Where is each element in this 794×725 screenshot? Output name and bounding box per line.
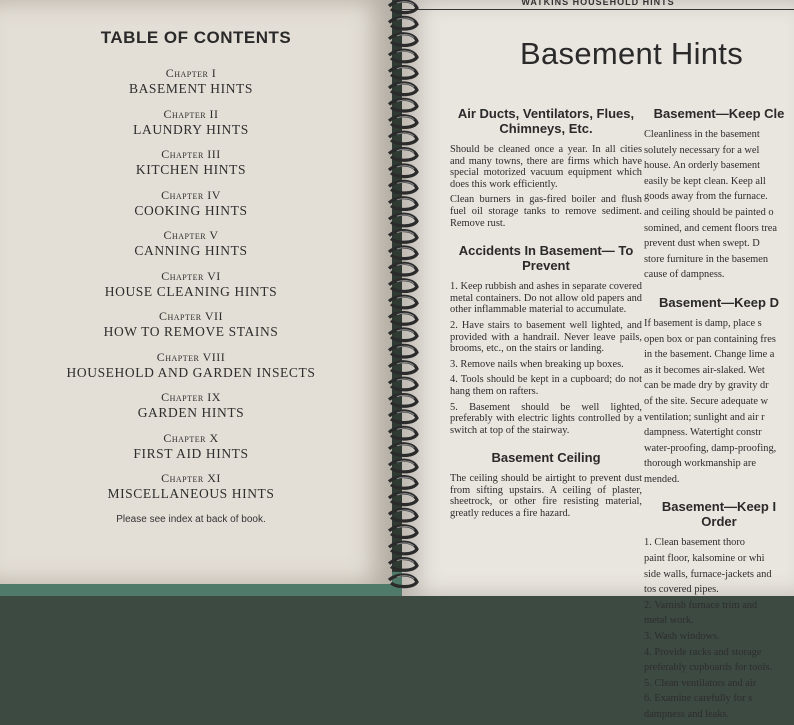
text-line: mended.: [644, 473, 680, 485]
text-line: 3. Wash windows.: [644, 631, 720, 643]
spiral-coil: [389, 542, 417, 554]
toc-chapter-label: Chapter VIII: [156, 349, 226, 364]
toc-chapter-label: Chapter I: [165, 66, 217, 80]
text-line: 1. Clean basement thoro: [644, 537, 745, 549]
spiral-coil: [389, 247, 417, 259]
list-item: 5. Basement should be well lighted, preferably with electric lights controlled by a switch at top of the stairway.: [450, 401, 642, 436]
toc-entry: [0, 143, 382, 184]
text-line: water-proofing, damp-proofing,: [644, 442, 777, 454]
text-column-right: [644, 106, 794, 725]
toc-chapter-name: MISCELLANEOUS HINTS: [107, 486, 275, 501]
toc-title: TABLE OF CONTENTS: [100, 28, 292, 47]
text-line: tos covered pipes.: [644, 584, 719, 596]
text-line: as it becomes air-slaked. Wet: [644, 364, 765, 376]
toc-list: [0, 62, 382, 508]
toc-chapter-name: GARDEN HINTS: [137, 405, 245, 420]
spiral-coil: [389, 493, 417, 505]
spiral-coil: [389, 17, 417, 29]
toc-chapter-name: BASEMENT HINTS: [128, 81, 254, 96]
page-title: Basement Hints: [520, 36, 744, 71]
text-line: cause of dampness.: [644, 269, 725, 281]
spiral-coil: [389, 362, 417, 374]
text-line: of the site. Secure adequate w: [644, 395, 769, 407]
section-heading: Basement Ceiling: [491, 450, 601, 466]
section-heading: Accidents In Basement— To Prevent: [458, 243, 634, 274]
text-line: house. An orderly basement: [644, 160, 761, 172]
text-line: paint floor, kalsomine or whi: [644, 553, 765, 565]
spiral-coil: [389, 296, 417, 308]
text-line: 4. Provide racks and storage: [644, 646, 762, 658]
spiral-coil: [389, 460, 417, 472]
text-line: in the basement. Change lime a: [644, 349, 775, 361]
spiral-coil: [389, 1, 417, 13]
toc-chapter-label: Chapter X: [163, 430, 219, 445]
section-heading: Basement—Keep Cle: [653, 106, 785, 121]
toc-chapter-label: Chapter III: [161, 147, 221, 161]
text-line: dampness. Watertight constr: [644, 427, 762, 439]
toc-entry: [0, 386, 382, 427]
text-line: and ceiling should be painted o: [644, 206, 774, 218]
section-heading: Basement—Keep I: [661, 499, 777, 515]
spiral-coil: [389, 83, 417, 95]
toc-entry: [0, 103, 382, 144]
spiral-binding: [383, 0, 423, 596]
list-item: 4. Tools should be kept in a cupboard; do not hang them on rafters.: [450, 374, 642, 397]
toc-chapter-name: FIRST AID HINTS: [133, 445, 249, 461]
spiral-coil: [389, 132, 417, 144]
toc-entry: [0, 346, 382, 387]
spiral-coil: [389, 329, 417, 341]
spiral-coil: [389, 427, 417, 439]
spiral-coil: [389, 99, 417, 111]
toc-chapter-label: Chapter IV: [161, 187, 221, 202]
spiral-coil: [389, 345, 417, 357]
text-line: solutely necessary for a wel: [644, 144, 760, 156]
text-line: somined, and cement floors trea: [644, 222, 778, 234]
toc-chapter-label: Chapter II: [163, 106, 219, 121]
toc-chapter-name: CANNING HINTS: [134, 243, 248, 258]
text-line: 6. Examine carefully for s: [644, 693, 753, 705]
toc-chapter-name: HOUSE CLEANING HINTS: [104, 283, 278, 299]
spiral-coil: [389, 181, 417, 193]
spiral-coil: [389, 34, 417, 46]
spiral-coil: [389, 559, 417, 571]
text-line: open box or pan containing fres: [644, 333, 776, 345]
toc-entry: [0, 184, 382, 225]
spiral-coil: [389, 411, 417, 423]
spiral-coil: [389, 575, 417, 587]
toc-entry: [0, 305, 382, 346]
text-line: ventilation; sunlight and air r: [644, 411, 765, 423]
text-line: 2. Varnish furnace trim and: [644, 599, 758, 611]
spiral-coil: [389, 67, 417, 79]
spiral-coil: [389, 116, 417, 128]
toc-chapter-name: KITCHEN HINTS: [135, 162, 247, 177]
toc-chapter-label: Chapter IX: [161, 390, 221, 404]
toc-chapter-name: HOW TO REMOVE STAINS: [103, 324, 279, 339]
spiral-coil: [389, 509, 417, 521]
spiral-coil: [389, 395, 417, 407]
text-line: side walls, furnace-jackets and: [644, 568, 772, 580]
text-line: dampness and leaks.: [644, 709, 730, 720]
spiral-coil: [389, 214, 417, 226]
text-line: 5. Clean ventilators and air: [644, 677, 757, 689]
text-line: Cleanliness in the basement: [644, 129, 760, 140]
text-line: preferably cupboards for tools.: [644, 662, 773, 674]
text-line: easily be kept clean. Keep all: [644, 175, 766, 187]
index-note: Please see index at back of book.: [116, 514, 266, 525]
list-item: 3. Remove nails when breaking up boxes.: [450, 358, 624, 370]
section-heading: Order: [701, 514, 737, 530]
text-line: If basement is damp, place s: [644, 317, 762, 329]
paragraph: Should be cleaned once a year. In all cities and many towns, there are firms which have special motorized vacuum equipment which does this work efficiently.: [450, 144, 642, 190]
paragraph: Clean burners in gas-fired boiler and flush fuel oil storage tanks to remove sediment. Remove rust.: [450, 194, 642, 229]
spiral-coil: [389, 263, 417, 275]
text-line: can be made dry by gravity dr: [644, 380, 769, 392]
toc-chapter-label: Chapter V: [163, 228, 219, 242]
toc-entry: [0, 467, 382, 508]
running-head: WATKINS HOUSEHOLD HINTS: [402, 0, 794, 10]
toc-chapter-label: Chapter VII: [158, 309, 224, 323]
text-line: prevent dust when swept. D: [644, 238, 760, 250]
spiral-coil: [389, 313, 417, 325]
section-heading: Air Ducts, Ventilators, Flues, Chimneys, Etc.: [457, 106, 635, 136]
spiral-coil: [389, 149, 417, 161]
toc-chapter-name: COOKING HINTS: [134, 202, 248, 218]
toc-chapter-name: HOUSEHOLD AND GARDEN INSECTS: [66, 364, 316, 380]
left-page: [0, 0, 392, 584]
spiral-coil: [389, 378, 417, 390]
text-line: store furniture in the basemen: [644, 253, 769, 265]
text-line: thorough workmanship are: [644, 458, 756, 470]
spiral-coil: [389, 526, 417, 538]
spiral-coil: [389, 280, 417, 292]
toc-chapter-label: Chapter VI: [161, 268, 221, 283]
text-line: metal work.: [644, 615, 694, 627]
list-item: 2. Have stairs to basement well lighted, and provided with a handrail. Never leave pails, brooms, etc., on the stairs or landing.: [450, 319, 642, 355]
toc-entry: [0, 427, 382, 468]
spiral-coil: [389, 444, 417, 456]
paragraph: The ceiling should be airtight to prevent dust from sifting upstairs. A ceiling of plaster, sheetrock, or other fire resisting material, greatly reduces a fire hazard.: [450, 473, 642, 520]
toc-entry: [0, 224, 382, 265]
spiral-coil: [389, 477, 417, 489]
section-heading: Basement—Keep D: [659, 294, 779, 310]
list-item: 1. Keep rubbish and ashes in separate covered metal containers. Do not allow old papers and other inflammable material to accumulate.: [450, 281, 642, 316]
text-column-left: [450, 106, 642, 524]
toc-chapter-name: LAUNDRY HINTS: [133, 121, 249, 137]
spiral-coil: [389, 165, 417, 177]
spiral-coil: [389, 231, 417, 243]
text-line: goods away from the furnace.: [644, 191, 768, 203]
toc-chapter-label: Chapter XI: [161, 471, 221, 485]
toc-entry: [0, 265, 382, 306]
spiral-coil: [389, 198, 417, 210]
spiral-coil: [389, 50, 417, 62]
toc-entry: [0, 62, 382, 103]
